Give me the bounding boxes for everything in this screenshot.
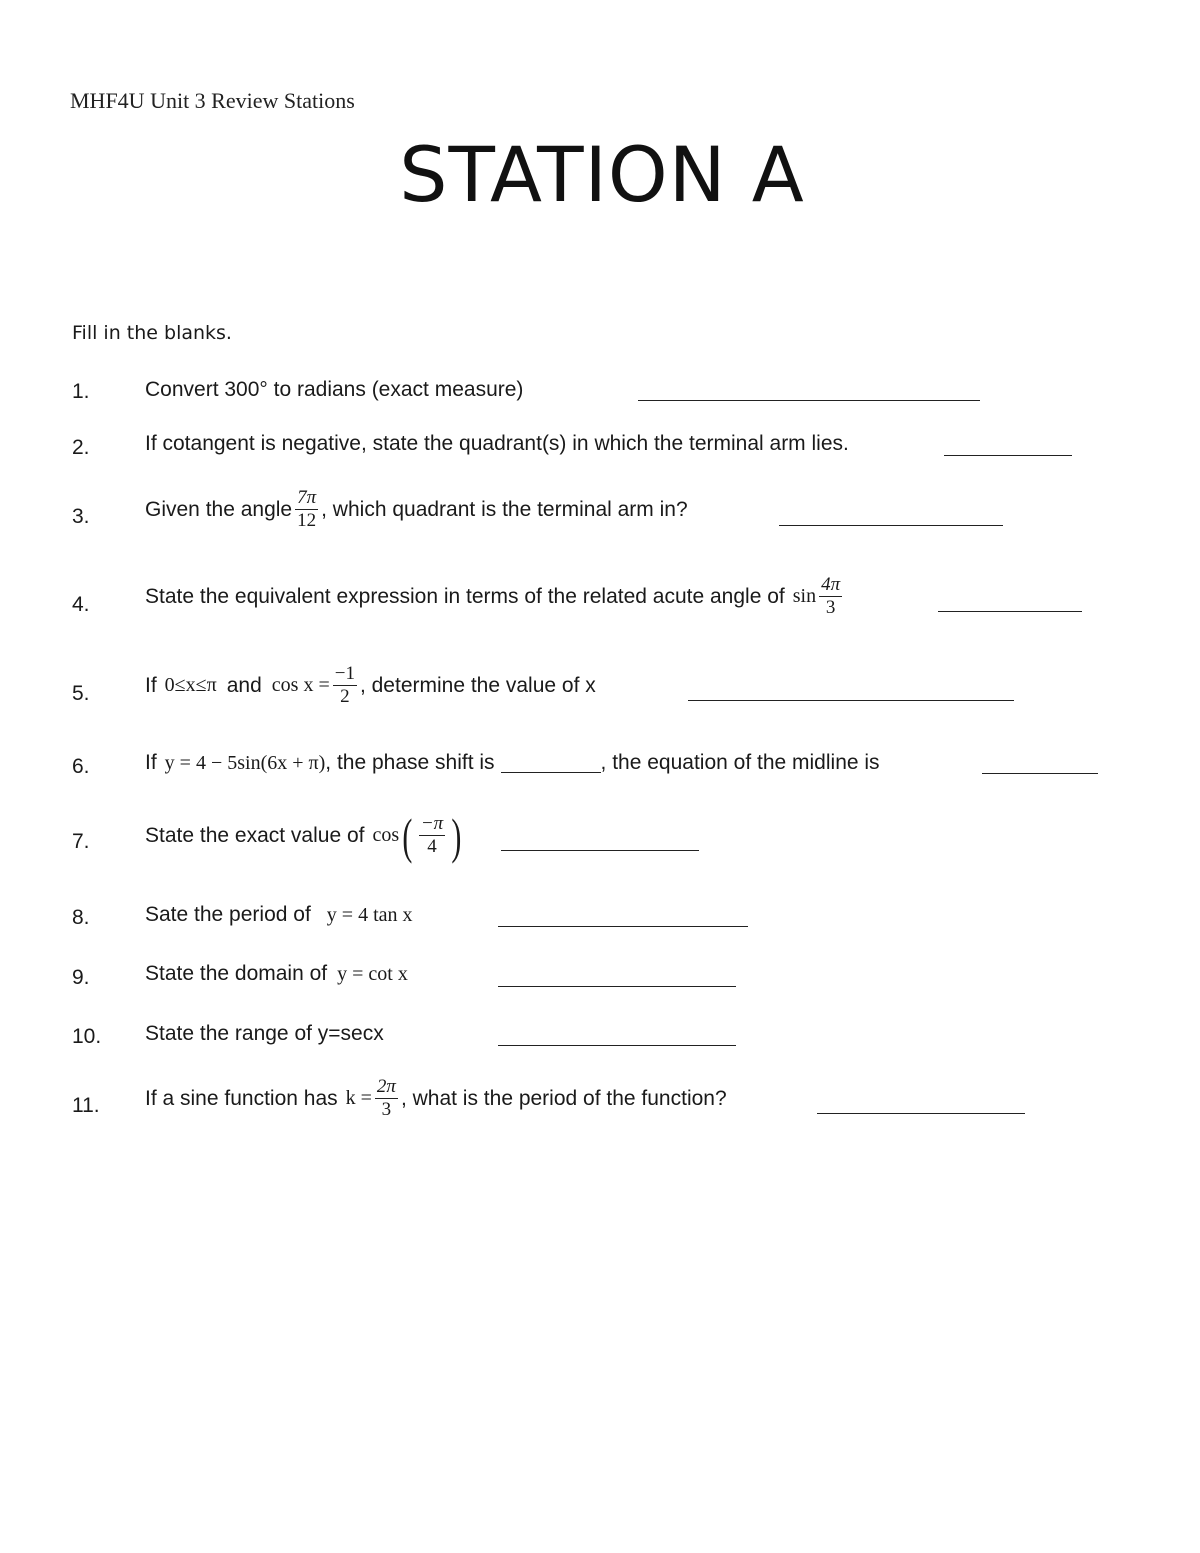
question-text: If [145, 673, 157, 697]
fraction-denominator: 4 [427, 836, 437, 857]
math-expression: y = 4 tan x [326, 903, 413, 926]
question-9 [145, 962, 408, 986]
question-6 [145, 751, 880, 775]
question-number: 1. [72, 380, 90, 403]
fraction-denominator: 3 [381, 1099, 392, 1120]
question-number: 9. [72, 966, 90, 989]
question-text: , determine the value of x [359, 673, 596, 697]
answer-blank[interactable] [498, 1045, 736, 1046]
station-title: STATION A [399, 130, 805, 219]
question-number: 5. [72, 682, 90, 705]
question-text: State the equivalent expression in terms of the related acute angle of [145, 584, 785, 608]
fraction [419, 814, 445, 857]
question-5 [145, 664, 596, 707]
question-4 [145, 575, 845, 618]
question-text: If [145, 751, 157, 774]
left-paren-icon: ( [402, 807, 413, 864]
question-text: and [226, 673, 262, 697]
question-number: 7. [72, 830, 90, 853]
question-number: 2. [72, 436, 90, 459]
question-text: Given the angle [145, 497, 293, 521]
question-number: 6. [72, 755, 90, 778]
answer-blank[interactable] [982, 773, 1098, 774]
math-expression: y = cot x [337, 962, 408, 985]
math-function: sin [792, 585, 817, 607]
math-expression: y = 4 − 5sin(6x + π) [164, 751, 326, 774]
answer-blank[interactable] [938, 611, 1082, 612]
question-7 [145, 807, 465, 864]
question-text: , the equation of the midline is [600, 751, 880, 774]
answer-blank[interactable] [501, 850, 699, 851]
fraction-numerator: −π [420, 813, 444, 834]
fraction-denominator: 12 [297, 510, 317, 531]
question-8 [145, 903, 413, 927]
fraction-numerator: 4π [821, 574, 841, 595]
answer-blank[interactable] [817, 1113, 1025, 1114]
question-text: State the range of y=secx [145, 1022, 384, 1045]
fraction-numerator: 7π [297, 487, 317, 508]
fraction-numerator: −1 [334, 663, 355, 684]
question-text: State the domain of [145, 962, 328, 985]
answer-blank[interactable] [638, 400, 980, 401]
question-number: 3. [72, 505, 90, 528]
question-number: 4. [72, 593, 90, 616]
answer-blank[interactable] [779, 525, 1003, 526]
math-condition: 0≤x≤π [164, 674, 217, 696]
question-number: 8. [72, 906, 90, 929]
answer-blank[interactable] [498, 986, 736, 987]
document-header: MHF4U Unit 3 Review Stations [70, 88, 355, 113]
math-function: cos x = [271, 674, 330, 696]
answer-blank[interactable] [944, 455, 1072, 456]
question-3 [145, 488, 688, 531]
answer-blank[interactable] [501, 754, 601, 773]
instructions: Fill in the blanks. [72, 322, 232, 344]
question-11 [145, 1077, 727, 1120]
question-number: 11. [72, 1094, 100, 1117]
question-text: State the exact value of [145, 823, 365, 847]
fraction [375, 1077, 398, 1120]
question-text: If cotangent is negative, state the quadrant(s) in which the terminal arm lies. [145, 432, 849, 455]
fraction [333, 664, 357, 707]
fraction-denominator: 3 [825, 597, 836, 618]
question-text: , what is the period of the function? [400, 1086, 727, 1110]
question-text: Sate the period of [145, 903, 311, 926]
right-paren-icon: ) [451, 807, 462, 864]
fraction-numerator: 2π [376, 1076, 396, 1097]
fraction [295, 488, 318, 531]
question-number: 10. [72, 1025, 102, 1048]
question-text: Convert 300° to radians (exact measure) [145, 378, 524, 401]
answer-blank[interactable] [498, 926, 748, 927]
math-function: cos [372, 824, 400, 846]
question-text: , the phase shift is [325, 751, 495, 774]
question-text: If a sine function has [145, 1086, 338, 1110]
fraction-denominator: 2 [340, 686, 350, 707]
math-function: k = [345, 1087, 372, 1109]
question-text: , which quadrant is the terminal arm in? [321, 497, 688, 521]
answer-blank[interactable] [688, 700, 1014, 701]
fraction [819, 575, 842, 618]
